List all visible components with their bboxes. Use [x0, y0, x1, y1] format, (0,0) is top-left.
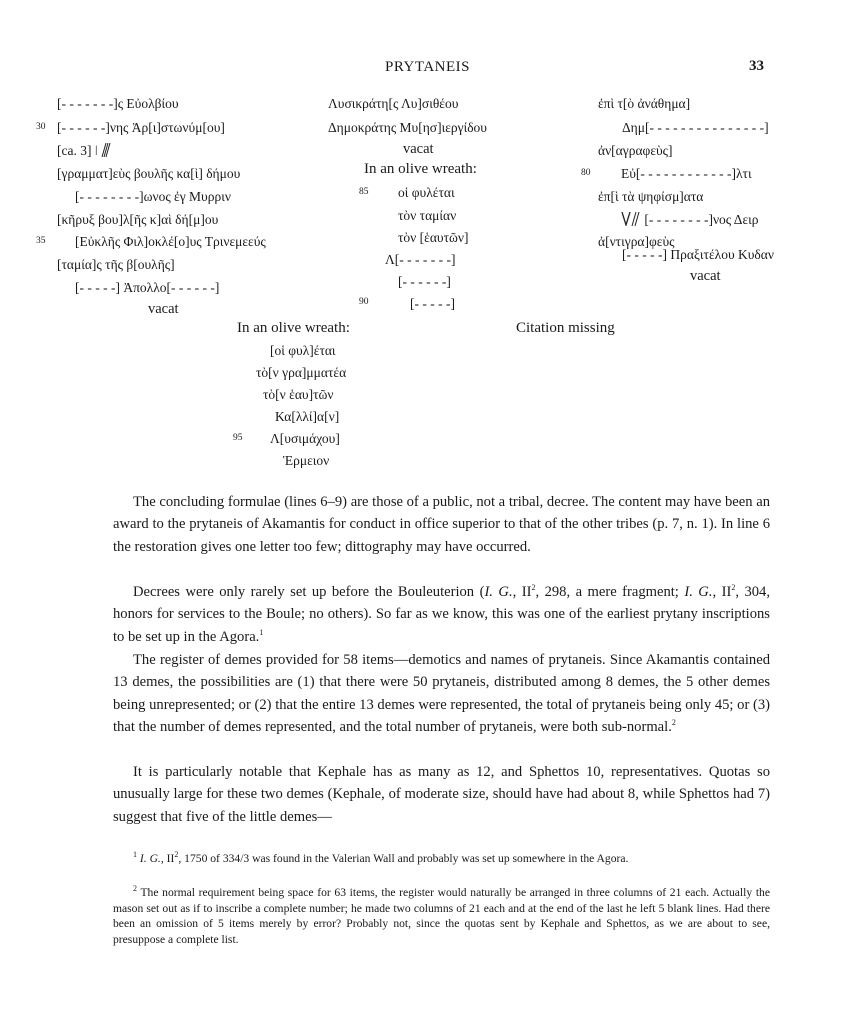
inscription-line: ἐπ[ὶ τὰ ψηφίσμ]ατα — [598, 189, 704, 204]
line-number: 80 — [581, 168, 591, 178]
superscript: 2 — [731, 583, 736, 593]
footnote-mark: 2 — [133, 884, 137, 894]
footnote-ref[interactable]: 2 — [671, 718, 676, 728]
damaged-letter-icon — [101, 143, 111, 157]
text-run: Decrees were only rarely set up before the Bouleuterion ( — [133, 584, 485, 600]
body-paragraph — [113, 649, 770, 738]
inscription-line: [- - - - - - -]ς Εὐολβίου — [57, 96, 179, 111]
vacat-label: vacat — [403, 141, 434, 157]
superscript: 2 — [174, 850, 179, 860]
inscription-line: τὸ[ν γρα]μματέα — [256, 365, 347, 380]
inscription-line: [- - - - -] Πραξιτέλου Κυδαν — [622, 247, 774, 262]
citation-abbrev: I. G. — [484, 584, 513, 600]
inscription-line: Εὐ[- - - - - - - - - - - -]λτι — [621, 166, 752, 181]
vacat-label: vacat — [690, 268, 721, 284]
inscription-line: τὸ[ν ἑαυ]τῶν — [263, 387, 334, 402]
inscription-line: [- - - - -] Ἀπολλο[- - - - - -] — [75, 280, 220, 295]
body-paragraph: It is particularly notable that Kephale has as many as 12, and Sphettos 10, representatives. Quotas so unusually large for these two demes (Kephale, of moderate size, should have had about 8, while Sphettos had 7) suggest that five of the little demes— — [113, 764, 770, 825]
footnote-mark: 1 — [133, 850, 137, 860]
wreath-caption: In an olive wreath: — [237, 320, 350, 336]
line-number: 35 — [36, 236, 46, 246]
inscription-line: Δημοκράτης Μυ[ησ]ιεργίδου — [328, 120, 487, 135]
inscription-line: Ἑρμειον — [283, 453, 330, 468]
text-run: , 304, honors for services to the Boule; no others). So far as we know, this was one of the earliest prytany inscriptions to be set up in the Agora. — [113, 584, 770, 645]
text-run: , II — [712, 584, 732, 600]
inscription-line-text: [- - - - - - - -]νος Δειρ — [644, 212, 759, 227]
text-run: , 298, a mere fragment; — [535, 584, 685, 600]
inscription-line — [57, 141, 111, 161]
footnote — [113, 851, 770, 867]
vacat-label: vacat — [148, 301, 179, 317]
superscript: 2 — [531, 583, 536, 593]
body-paragraph — [113, 581, 770, 648]
text-run: , II — [160, 852, 175, 865]
inscription-line: [- - - - - - - -]ωνος ἐγ Μυρριν — [75, 189, 231, 204]
wreath-caption: In an olive wreath: — [364, 161, 477, 177]
inscription-line: Λυσικράτη[ς Λυ]σιθέου — [328, 96, 459, 111]
citation-abbrev: I. G. — [139, 852, 161, 865]
inscription-line: Λ[υσιμάχου] — [270, 431, 340, 446]
inscription-line: [- - - - - -] — [398, 274, 451, 289]
line-number: 30 — [36, 122, 46, 132]
inscription-line: Κα[λλί]α[ν] — [275, 409, 340, 424]
citation-abbrev: I. G. — [684, 584, 713, 600]
inscription-line: ἀ[ντιγρα]φεὺς — [598, 234, 675, 249]
text-run: The normal requirement being space for 63 items, the register would naturally be arranged in three columns of 21 each. Actually the mason set out as if to inscribe a complete number; he made two columns of 21 each and at the end of the last he left 5 blank lines. Had there been an omission of 5 items merely by error? Probably not, since the quotas sent by Kephale and Sphettos, as we are about to see, presuppose a complete list. — [113, 886, 770, 946]
inscription-line: [- - - - -] — [410, 296, 455, 311]
inscription-line: [κῆρυξ βου]λ[ῆς κ]αὶ δή[μ]ου — [57, 212, 219, 227]
inscription-line: ἐπὶ τ[ὸ ἀνάθημα] — [598, 96, 691, 111]
inscription-line: [γραμματ]εὺς βουλῆς κα[ὶ] δήμου — [57, 166, 241, 181]
inscription-line — [621, 210, 759, 230]
inscription-line: οἱ φυλέται — [398, 185, 455, 200]
text-run: , 1750 of 334/3 was found in the Valerian Wall and probably was set up somewhere in the Agora. — [178, 852, 629, 865]
line-number: 90 — [359, 297, 369, 307]
inscription-line: ἀν[αγραφεὺς] — [598, 143, 673, 158]
inscription-line: [οἱ φυλ]έται — [270, 343, 336, 358]
inscription-line: Λ[- - - - - - -] — [385, 252, 456, 267]
footnote — [113, 885, 770, 947]
running-title: PRYTANEIS — [385, 59, 470, 75]
inscription-line: τὸν [ἑαυτῶν] — [398, 230, 469, 245]
line-number: 85 — [359, 187, 369, 197]
citation-note: Citation missing — [516, 320, 615, 336]
inscription-line: [- - - - - -]νης Ἀρ[ι]στωνύμ[ου] — [57, 120, 225, 135]
text-run: The register of demes provided for 58 items—demotics and names of prytaneis. Since Akamantis contained 13 demes, the possibilities are (1) that there were 50 prytaneis, distributed among 8 demes, the 5 other demes being unrepresented; or (2) that the entire 13 demes were represented, the total of prytaneis being only 45; or (3) that the number of demes represented, and the total number of prytaneis, were both sub-normal. — [113, 652, 770, 735]
inscription-line: Δημ[- - - - - - - - - - - - - - -] — [622, 120, 769, 135]
damaged-letter-icon — [621, 212, 641, 226]
inscription-line-text: [ca. 3] ǀ — [57, 143, 101, 158]
inscription-line: τὸν ταμίαν — [398, 208, 457, 223]
footnote-ref[interactable]: 1 — [259, 627, 264, 637]
body-paragraph: The concluding formulae (lines 6–9) are those of a public, not a tribal, decree. The content may have been an award to the prytaneis of Akamantis for conduct in office superior to that of the other tribes (p. 7, n. 1). In line 6 the restoration gives one letter too few; dittography may have occurred. — [113, 494, 770, 555]
inscription-line: [Εὐκλῆς Φιλ]οκλέ[ο]υς Τρινεμεεύς — [75, 234, 266, 249]
page-number: 33 — [749, 58, 764, 74]
text-run: , II — [512, 584, 532, 600]
inscription-line: [ταμία]ς τῆς β[ουλῆς] — [57, 257, 175, 272]
line-number: 95 — [233, 433, 243, 443]
